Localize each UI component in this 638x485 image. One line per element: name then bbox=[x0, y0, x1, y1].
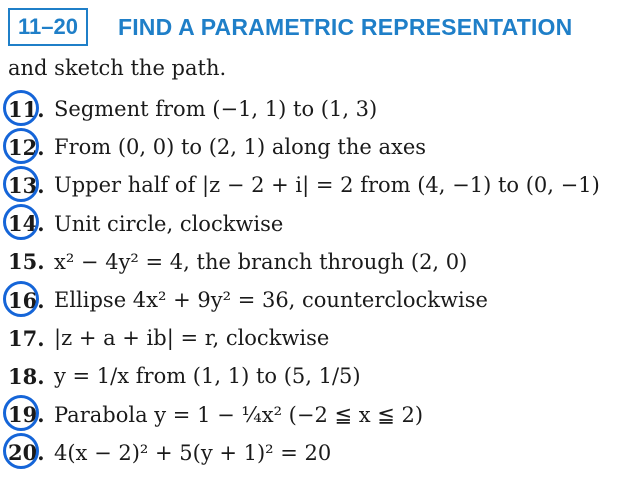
problem-number: 17. bbox=[8, 325, 45, 351]
circled-problem-number: 13. bbox=[8, 173, 54, 198]
problem-list bbox=[8, 90, 636, 472]
circled-problem-number: 11. bbox=[8, 97, 54, 122]
circled-problem-number: 19. bbox=[8, 402, 54, 427]
problem-text: |z + a + ib| = r, clockwise bbox=[54, 326, 330, 351]
circled-problem-number: 16. bbox=[8, 288, 54, 313]
problem-text: From (0, 0) to (2, 1) along the axes bbox=[54, 135, 427, 160]
problem-item bbox=[8, 357, 636, 395]
exercise-header bbox=[8, 9, 572, 45]
problem-text: x² − 4y² = 4, the branch through (2, 0) bbox=[54, 249, 468, 274]
problem-number: 15. bbox=[8, 249, 45, 275]
problem-text: Ellipse 4x² + 9y² = 36, counterclockwise bbox=[54, 288, 488, 313]
problem-text: Parabola y = 1 − ¼x² (−2 ≦ x ≦ 2) bbox=[54, 402, 424, 427]
problem-number: 18. bbox=[8, 363, 45, 389]
problem-text: y = 1/x from (1, 1) to (5, 1/5) bbox=[54, 364, 361, 389]
problem-text: Segment from (−1, 1) to (1, 3) bbox=[54, 97, 378, 122]
problem-item bbox=[8, 128, 636, 166]
section-heading: FIND A PARAMETRIC REPRESENTATION bbox=[117, 13, 573, 40]
problem-item bbox=[8, 434, 636, 472]
circled-problem-number: 14. bbox=[8, 211, 54, 236]
circled-problem-number: 20. bbox=[8, 440, 54, 465]
problem-item bbox=[8, 243, 636, 281]
problem-item bbox=[8, 281, 636, 319]
problem-item bbox=[8, 90, 636, 128]
problem-item bbox=[8, 205, 636, 243]
problem-item bbox=[8, 319, 636, 357]
problem-item bbox=[8, 396, 636, 434]
problem-item bbox=[8, 166, 636, 204]
problem-text: 4(x − 2)² + 5(y + 1)² = 20 bbox=[54, 440, 332, 465]
problem-text: Upper half of |z − 2 + i| = 2 from (4, −1) to (0, −1) bbox=[54, 173, 600, 198]
instruction-text: and sketch the path. bbox=[8, 56, 227, 80]
exercise-range-badge: 11–20 bbox=[8, 8, 88, 46]
problem-text: Unit circle, clockwise bbox=[54, 211, 284, 236]
circled-problem-number: 12. bbox=[8, 135, 54, 160]
